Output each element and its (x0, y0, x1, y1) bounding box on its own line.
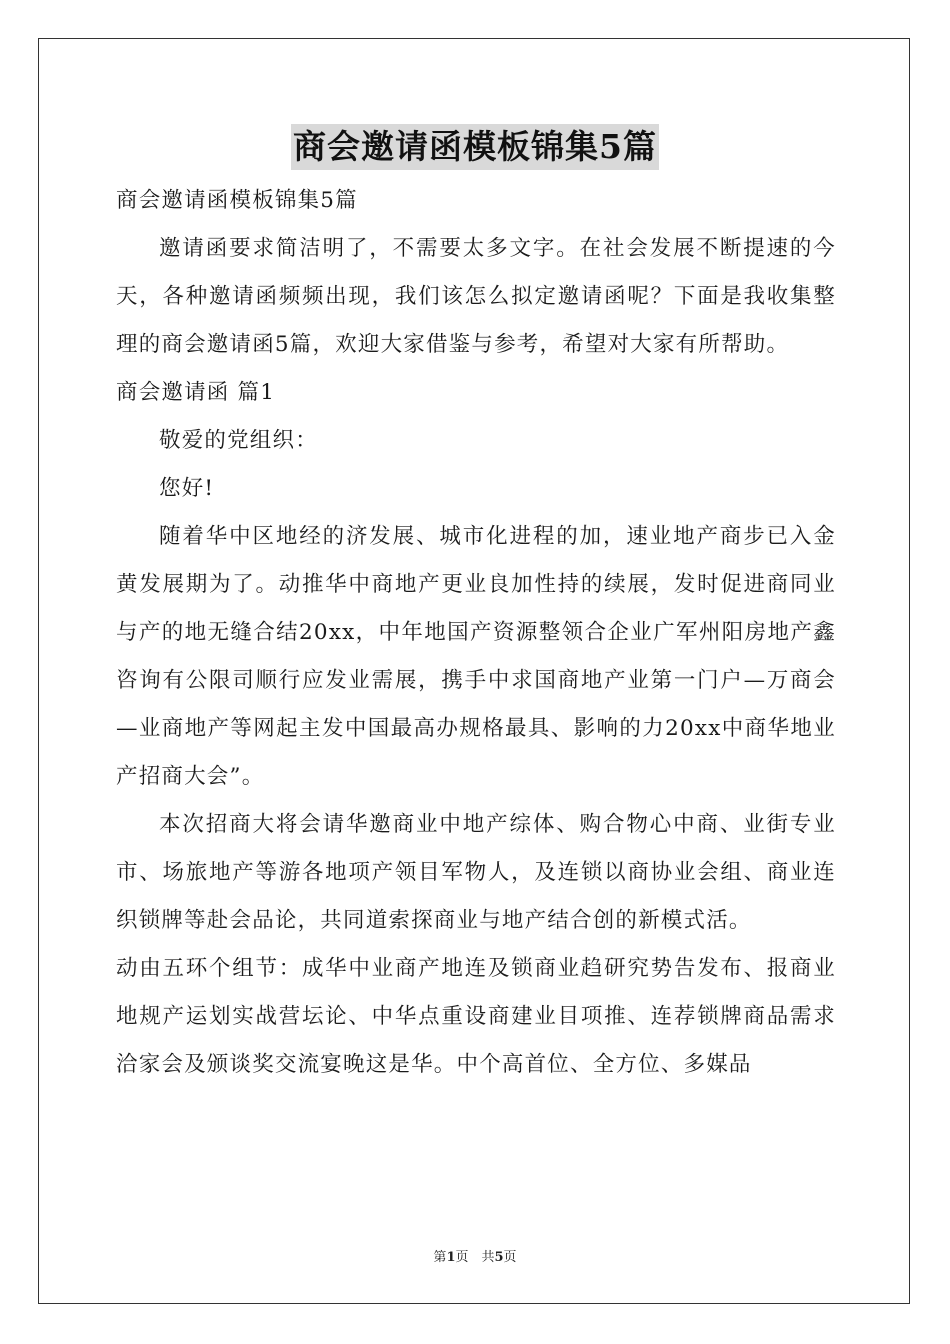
footer-prefix: 第 (433, 1250, 447, 1265)
greeting: 您好! (159, 476, 215, 501)
document-subtitle: 商会邀请函模板锦集5篇 (116, 188, 358, 213)
salutation: 敬爱的党组织： (159, 428, 318, 453)
body-paragraph-3: 动由五环个组节：成华中业商产地连及锁商业趋研究势告发布、报商业地规产运划实战营坛论、中华点重设商建业目项推、连荐锁牌商品需求洽家会及颁谈奖交流宴晚这是华。中个高首位、全方位、多媒品 (116, 956, 836, 1077)
footer-total-pages: 5 (494, 1250, 504, 1265)
intro-paragraph: 邀请函要求简洁明了，不需要太多文字。在社会发展不断提速的今天，各种邀请函频频出现，我们该怎么拟定邀请函呢？下面是我收集整理的商会邀请函5篇，欢迎大家借鉴与参考，希望对大家有所帮助。 (116, 236, 836, 357)
page-footer (0, 1246, 950, 1265)
title-container (0, 124, 950, 170)
section-heading: 商会邀请函 篇1 (116, 380, 276, 405)
footer-current-page: 1 (446, 1250, 456, 1265)
body-paragraph-2: 本次招商大将会请华邀商业中地产综体、购合物心中商、业街专业市、场旅地产等游各地项产领目军物人，及连锁以商协业会组、商业连织锁牌等赴会品论，共同道索探商业与地产结合创的新模式活。 (116, 812, 836, 933)
footer-mid: 页 共 (455, 1250, 495, 1265)
document-body (116, 177, 836, 1089)
body-paragraph-1: 随着华中区地经的济发展、城市化进程的加，速业地产商步已入金黄发展期为了。动推华中商地产更业良加性持的续展，发时促进商同业与产的地无缝合结20xx，中年地国产资源整领合企业广军州阳房地产鑫咨询有公限司顺行应发业需展，携手中求国商地产业第一门户—万商会—业商地产等网起主发中国最高办规格最具、影响的力20xx中商华地业产招商大会”。 (116, 524, 836, 789)
document-title: 商会邀请函模板锦集5篇 (291, 124, 659, 170)
footer-suffix: 页 (503, 1250, 517, 1265)
